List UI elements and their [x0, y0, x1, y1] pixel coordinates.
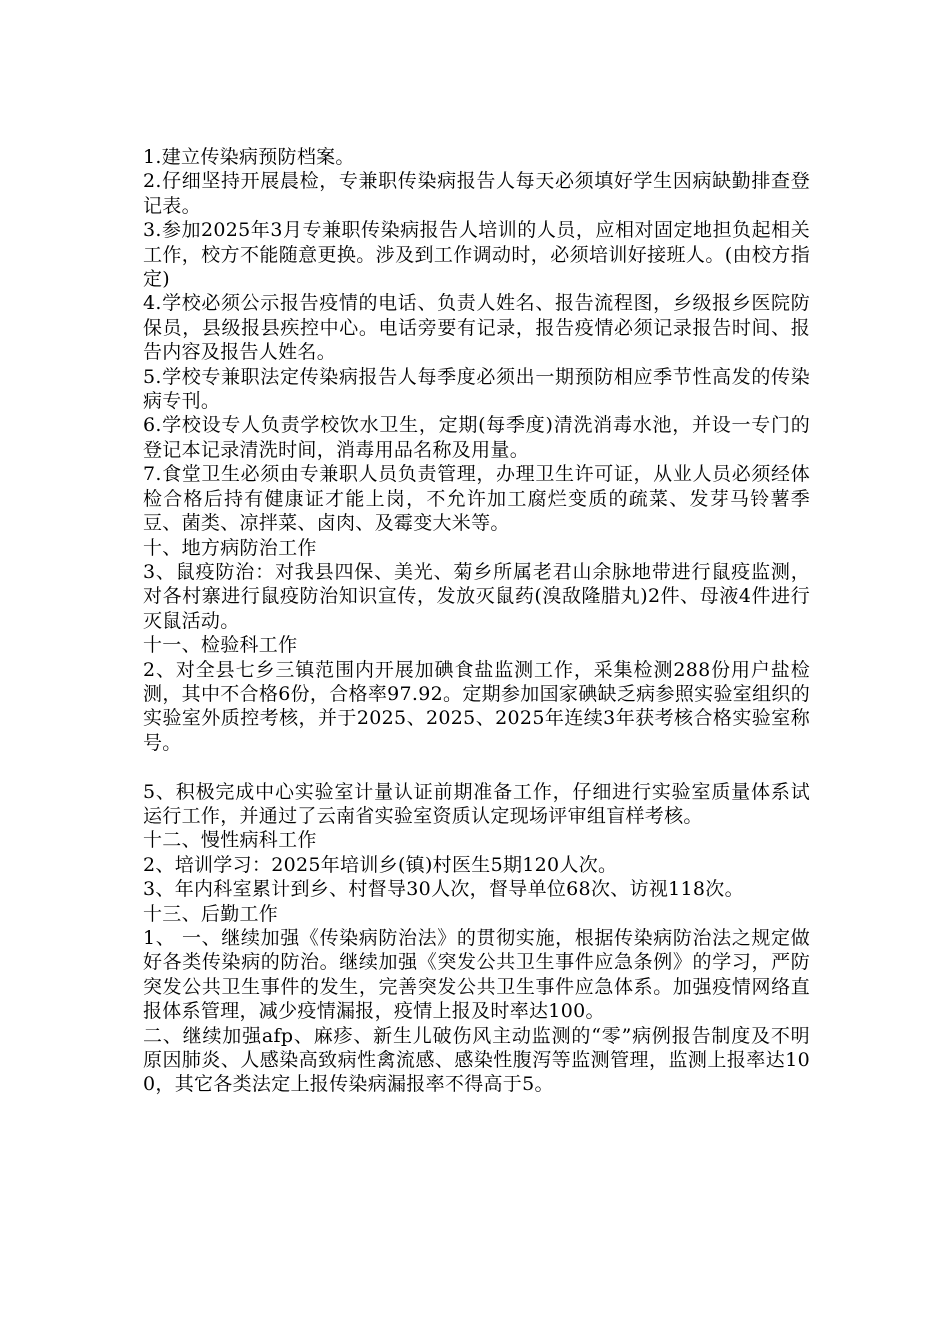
- paragraph-law-enforcement: 1、 一、继续加强《传染病防治法》的贯彻实施，根据传染病防治法之规定做好各类传染病的防治。继续加强《突发公共卫生事件应急条例》的学习，严防突发公共卫生事件的发生，完善突发公共卫生事件应急体系。加强疫情网络直报体系管理，减少疫情漏报，疫情上报及时率达100。: [143, 926, 810, 1023]
- paragraph-training: 2、培训学习：2025年培训乡(镇)村医生5期120人次。: [143, 853, 618, 876]
- paragraph-supervision: 3、年内科室累计到乡、村督导30人次，督导单位68次、访视118次。: [143, 878, 744, 901]
- paragraph-7: 7.食堂卫生必须由专兼职人员负责管理，办理卫生许可证，从业人员必须经体检合格后持有健康证才能上岗，不允许加工腐烂变质的疏菜、发芽马铃薯季豆、菌类、凉拌菜、卤肉、及霉变大米等。: [143, 463, 810, 535]
- paragraph-4: 4.学校必须公示报告疫情的电话、负责人姓名、报告流程图，乡级报乡医院防保员，县级报县疾控中心。电话旁要有记录，报告疫情必须记录报告时间、报告内容及报告人姓名。: [143, 292, 810, 364]
- paragraph-surveillance: 二、继续加强afp、麻疹、新生儿破伤风主动监测的“零”病例报告制度及不明原因肺炎、人感染高致病性禽流感、感染性腹泻等监测管理，监测上报率达100，其它各类法定上报传染病漏报率不得高于5。: [143, 1024, 810, 1096]
- section-heading-11: 十一、检验科工作: [143, 634, 298, 657]
- section-heading-13: 十三、后勤工作: [143, 902, 279, 925]
- paragraph-1: 1.建立传染病预防档案。: [143, 146, 355, 168]
- paragraph-lab-certification: 5、积极完成中心实验室计量认证前期准备工作，仔细进行实验室质量体系试运行工作，并通过了云南省实验室资质认定现场评审组盲样考核。: [143, 780, 810, 827]
- section-heading-12: 十二、慢性病科工作: [143, 829, 317, 852]
- document-body: [143, 145, 810, 1097]
- paragraph-3: 3.参加2025年3月专兼职传染病报告人培训的人员，应相对固定地担负起相关工作，校方不能随意更换。涉及到工作调动时，必须培训好接班人。(由校方指定): [143, 219, 810, 291]
- paragraph-6: 6.学校设专人负责学校饮水卫生，定期(每季度)清洗消毒水池，并设一专门的登记本记录清洗时间，消毒用品名称及用量。: [143, 414, 810, 461]
- paragraph-salt-monitoring: 2、对全县七乡三镇范围内开展加碘食盐监测工作，采集检测288份用户盐检测，其中不合格6份，合格率97.92。定期参加国家碘缺乏病参照实验室组织的实验室外质控考核，并于2025、2025、2025年连续3年获考核合格实验室称号。: [143, 658, 810, 754]
- blank-line: [143, 755, 810, 779]
- paragraph-5: 5.学校专兼职法定传染病报告人每季度必须出一期预防相应季节性高发的传染病专刊。: [143, 365, 810, 413]
- paragraph-plague-control: 3、鼠疫防治：对我县四保、美光、菊乡所属老君山余脉地带进行鼠疫监测，对各村寨进行鼠疫防治知识宣传，发放灭鼠药(溴敌隆腊丸)2件、母液4件进行灭鼠活动。: [143, 560, 810, 632]
- paragraph-2: 2.仔细坚持开展晨检，专兼职传染病报告人每天必须填好学生因病缺勤排查登记表。: [143, 170, 810, 217]
- section-heading-10: 十、地方病防治工作: [143, 536, 317, 559]
